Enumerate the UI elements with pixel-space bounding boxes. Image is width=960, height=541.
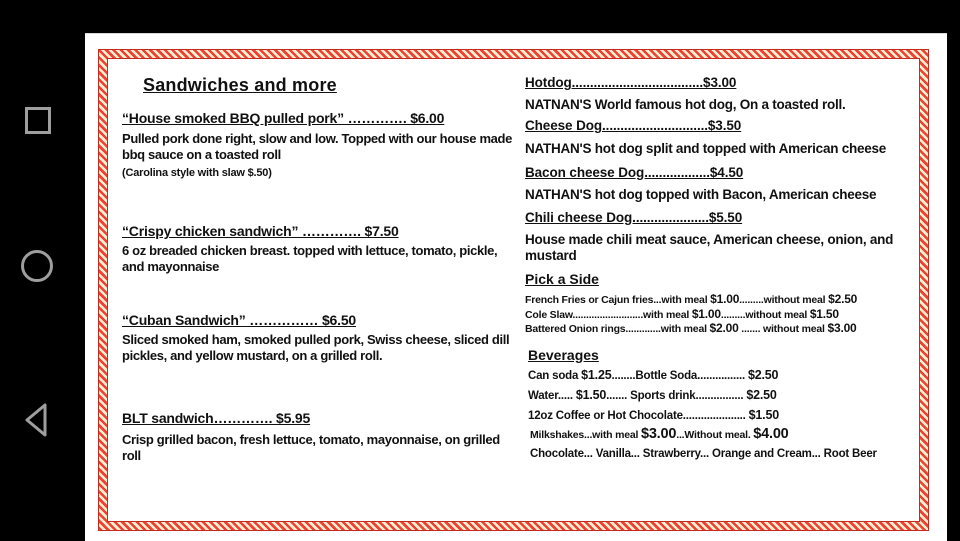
item-header: BLT sandwich…………. $5.95 bbox=[122, 410, 311, 426]
side-text: Cole Slaw..........................with meal bbox=[525, 308, 692, 321]
beverage-text: Milkshakes...with meal bbox=[530, 428, 641, 441]
menu-item-chili-cheese-dog bbox=[525, 210, 909, 264]
side-price-with-meal: $2.00 bbox=[709, 321, 739, 335]
beverage-text: Can soda bbox=[528, 369, 582, 382]
beverage-price: $2.50 bbox=[748, 367, 779, 382]
left-column bbox=[122, 74, 514, 463]
side-text: .........without meal bbox=[720, 308, 810, 321]
side-text: French Fries or Cajun fries...with meal bbox=[525, 294, 711, 306]
beverage-text: Water..... bbox=[528, 389, 576, 402]
item-description: NATNAN'S World famous hot dog, On a toasted roll. bbox=[525, 97, 846, 112]
beverage-text: 12oz Coffee or Hot Chocolate..................... bbox=[528, 409, 749, 422]
side-row-cole-slaw bbox=[525, 308, 909, 323]
beverage-text: Chocolate... Vanilla... Strawberry... Orange and Cream... Root Beer bbox=[530, 447, 877, 460]
section-title-sandwiches: Sandwiches and more bbox=[143, 75, 337, 95]
menu-item-blt-sandwich bbox=[122, 410, 514, 463]
beverage-price: $2.50 bbox=[746, 387, 777, 402]
section-title-beverages: Beverages bbox=[528, 346, 599, 363]
beverage-price: $4.00 bbox=[753, 425, 789, 442]
item-description: 6 oz breaded chicken breast. topped with lettuce, tomato, pickle, and mayonnaise bbox=[122, 243, 498, 274]
menu-page bbox=[85, 33, 947, 541]
beverage-text: ...Without meal. bbox=[676, 428, 754, 441]
item-header: “Crispy chicken sandwich” …………. $7.50 bbox=[122, 223, 399, 239]
beverage-row-milkshake-flavors bbox=[525, 447, 909, 461]
item-header: Cheese Dog.............................$3.50 bbox=[525, 118, 742, 133]
side-row-french-fries bbox=[525, 293, 909, 308]
item-header: Bacon cheese Dog..................$4.50 bbox=[525, 165, 744, 180]
menu-item-bacon-cheese-dog bbox=[525, 165, 909, 203]
menu-item-cheese-dog bbox=[525, 118, 909, 157]
beverage-row-milkshakes bbox=[525, 427, 909, 442]
side-price-without-meal: $3.00 bbox=[827, 321, 857, 335]
item-description: House made chili meat sauce, American cheese, onion, and mustard bbox=[525, 232, 894, 263]
item-note: (Carolina style with slaw $.50) bbox=[122, 167, 272, 179]
back-icon[interactable] bbox=[23, 401, 49, 439]
side-price-without-meal: $2.50 bbox=[828, 292, 858, 306]
item-header: “Cuban Sandwich” …………… $6.50 bbox=[122, 312, 356, 328]
side-row-onion-rings bbox=[525, 322, 909, 337]
item-description: Crisp grilled bacon, fresh lettuce, tomato, mayonnaise, on grilled roll bbox=[122, 432, 500, 463]
menu-item-cuban-sandwich bbox=[122, 312, 514, 363]
section-title-pick-a-side: Pick a Side bbox=[525, 271, 599, 287]
beverage-price: $1.50 bbox=[575, 387, 607, 402]
side-text: Battered Onion rings.............with meal bbox=[525, 323, 710, 335]
side-text: ....... without meal bbox=[738, 323, 828, 335]
item-header: Hotdog....................................$3.00 bbox=[525, 75, 737, 90]
right-column bbox=[525, 75, 909, 461]
menu-item-bbq-pulled-pork bbox=[122, 110, 514, 180]
item-description: NATHAN'S hot dog topped with Bacon, American cheese bbox=[525, 187, 877, 202]
home-icon[interactable] bbox=[21, 250, 53, 282]
beverage-row-coffee bbox=[525, 408, 909, 423]
side-price-with-meal: $1.00 bbox=[710, 292, 740, 306]
beverage-price: $3.00 bbox=[640, 425, 677, 442]
item-description: NATHAN'S hot dog split and topped with American cheese bbox=[525, 141, 886, 156]
item-header: “House smoked BBQ pulled pork” …………. $6.00 bbox=[122, 110, 445, 126]
item-header: Chili cheese Dog.....................$5.50 bbox=[525, 210, 743, 225]
beverages-section bbox=[525, 347, 909, 461]
beverage-text: ........Bottle Soda................ bbox=[611, 369, 749, 382]
item-description: Sliced smoked ham, smoked pulled pork, Swiss cheese, sliced dill pickles, and yellow mustard, on a grilled roll. bbox=[122, 332, 510, 363]
menu-item-crispy-chicken bbox=[122, 223, 514, 274]
side-price-with-meal: $1.00 bbox=[691, 306, 721, 321]
menu-item-hotdog bbox=[525, 75, 909, 113]
side-price-without-meal: $1.50 bbox=[809, 306, 839, 321]
beverage-price: $1.50 bbox=[748, 407, 779, 422]
android-nav-bar bbox=[0, 0, 85, 540]
beverage-row-can-soda bbox=[525, 368, 909, 383]
item-description: Pulled pork done right, slow and low. Topped with our house made bbq sauce on a toasted roll bbox=[122, 131, 513, 162]
beverage-text: ....... Sports drink................ bbox=[606, 389, 747, 402]
beverage-row-water bbox=[525, 388, 909, 403]
recents-icon[interactable] bbox=[25, 107, 51, 134]
beverage-price: $1.25 bbox=[581, 367, 612, 382]
pick-a-side-section bbox=[525, 271, 909, 337]
side-text: .........without meal bbox=[739, 294, 829, 306]
